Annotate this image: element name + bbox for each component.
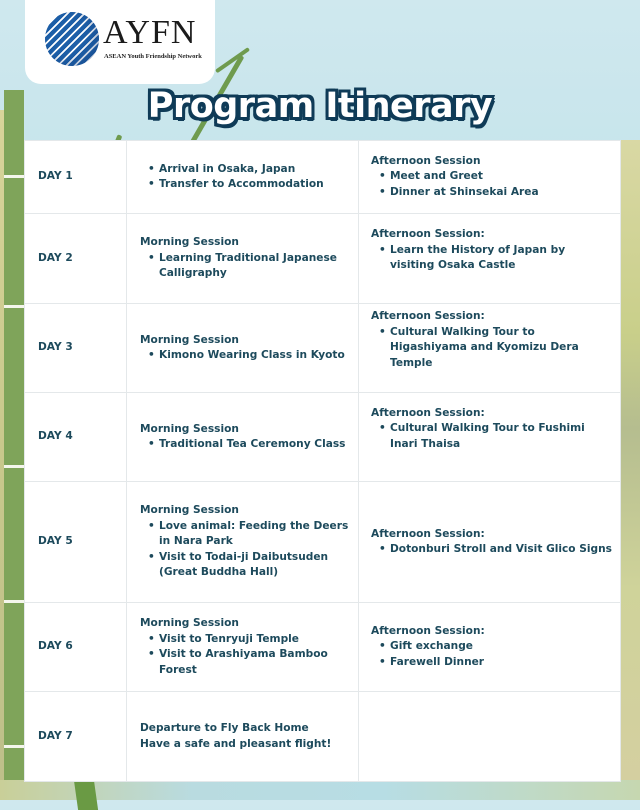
day-label-cell bbox=[25, 393, 127, 482]
activity-item: • Dotonburi Stroll and Visit Glico Signs bbox=[371, 542, 612, 558]
itinerary-row bbox=[25, 393, 621, 482]
activity-list bbox=[140, 251, 352, 282]
afternoon-session-heading: Afternoon Session: bbox=[371, 406, 485, 419]
day-label-cell bbox=[25, 482, 127, 603]
activity-item: • Gift exchange bbox=[371, 639, 612, 655]
itinerary-row bbox=[25, 482, 621, 603]
activity-list bbox=[371, 325, 612, 372]
morning-session-cell bbox=[127, 304, 359, 393]
activity-item: • Meet and Greet bbox=[371, 169, 612, 185]
logo-wordmark: AYFN bbox=[103, 14, 197, 51]
afternoon-session-cell bbox=[359, 603, 621, 692]
activity-list bbox=[371, 421, 612, 452]
morning-session-cell bbox=[127, 482, 359, 603]
afternoon-session-heading: Afternoon Session: bbox=[371, 310, 485, 322]
morning-session-cell bbox=[127, 603, 359, 692]
activity-list bbox=[371, 639, 612, 670]
morning-session-heading: Morning Session bbox=[140, 422, 239, 435]
itinerary-table bbox=[24, 140, 621, 782]
morning-session-cell bbox=[127, 692, 359, 782]
activity-list bbox=[371, 169, 612, 200]
activity-list bbox=[140, 632, 352, 679]
afternoon-session-heading: Afternoon Session: bbox=[371, 228, 485, 241]
activity-item: • Learn the History of Japan by visiting Osaka Castle bbox=[371, 243, 612, 274]
activity-item: • Kimono Wearing Class in Kyoto bbox=[140, 348, 352, 364]
day-label: DAY 5 bbox=[38, 535, 73, 548]
day-label: DAY 1 bbox=[38, 170, 73, 183]
itinerary-row bbox=[25, 304, 621, 393]
morning-session-cell bbox=[127, 393, 359, 482]
logo-card bbox=[25, 0, 215, 84]
day-label: DAY 6 bbox=[38, 640, 73, 653]
activity-list bbox=[140, 519, 352, 581]
departure-note: Have a safe and pleasant flight! bbox=[140, 737, 332, 750]
afternoon-session-heading: Afternoon Session: bbox=[371, 624, 485, 637]
bamboo-stalk-decoration bbox=[4, 90, 24, 800]
bamboo-stalk-decoration bbox=[74, 780, 98, 810]
afternoon-session-cell bbox=[359, 141, 621, 214]
page-title: Program Itinerary bbox=[147, 86, 493, 126]
afternoon-session-cell bbox=[359, 304, 621, 393]
logo-tagline: ASEAN Youth Friendship Network bbox=[104, 53, 202, 60]
afternoon-session-heading: Afternoon Session: bbox=[371, 527, 485, 540]
day-label: DAY 2 bbox=[38, 251, 73, 264]
activity-item: • Cultural Walking Tour to Higashiyama and Kyomizu Dera Temple bbox=[371, 325, 612, 372]
activity-item: • Learning Traditional Japanese Calligraphy bbox=[140, 251, 352, 282]
afternoon-session-cell bbox=[359, 692, 621, 782]
day-label-cell bbox=[25, 692, 127, 782]
morning-session-cell bbox=[127, 214, 359, 304]
activity-item: • Visit to Todai-ji Daibutsuden (Great Buddha Hall) bbox=[140, 550, 352, 581]
activity-item: • Visit to Arashiyama Bamboo Forest bbox=[140, 647, 352, 678]
activity-list bbox=[371, 542, 612, 558]
activity-item: • Love animal: Feeding the Deers in Nara Park bbox=[140, 519, 352, 550]
departure-note: Departure to Fly Back Home bbox=[140, 722, 309, 734]
activity-list bbox=[140, 437, 352, 453]
afternoon-session-cell bbox=[359, 214, 621, 304]
day-label: DAY 7 bbox=[38, 729, 73, 742]
itinerary-row bbox=[25, 692, 621, 782]
background-trees-right bbox=[620, 140, 640, 780]
morning-session-heading: Morning Session bbox=[140, 333, 239, 346]
activity-item: • Dinner at Shinsekai Area bbox=[371, 185, 612, 201]
day-label: DAY 4 bbox=[38, 430, 73, 443]
itinerary-row bbox=[25, 603, 621, 692]
morning-session-cell bbox=[127, 141, 359, 214]
morning-session-heading: Morning Session bbox=[140, 504, 239, 517]
morning-session-heading: Morning Session bbox=[140, 617, 239, 629]
day-label-cell bbox=[25, 141, 127, 214]
activity-list bbox=[371, 243, 612, 274]
afternoon-session-cell bbox=[359, 482, 621, 603]
itinerary-row bbox=[25, 141, 621, 214]
globe-stripes-icon bbox=[45, 12, 99, 66]
morning-session-heading: Morning Session bbox=[140, 236, 239, 249]
activity-item: • Visit to Tenryuji Temple bbox=[140, 632, 352, 648]
activity-item: • Transfer to Accommodation bbox=[140, 177, 352, 193]
activity-item: • Cultural Walking Tour to Fushimi Inari Thaisa bbox=[371, 421, 612, 452]
activity-item: • Farewell Dinner bbox=[371, 655, 612, 671]
afternoon-session-cell bbox=[359, 393, 621, 482]
day-label: DAY 3 bbox=[38, 341, 73, 354]
day-label-cell bbox=[25, 304, 127, 393]
activity-item: • Arrival in Osaka, Japan bbox=[140, 162, 352, 178]
day-label-cell bbox=[25, 603, 127, 692]
afternoon-session-heading: Afternoon Session bbox=[371, 154, 481, 167]
activity-list bbox=[140, 162, 352, 193]
activity-list bbox=[140, 348, 352, 364]
day-label-cell bbox=[25, 214, 127, 304]
itinerary-row bbox=[25, 214, 621, 304]
activity-item: • Traditional Tea Ceremony Class bbox=[140, 437, 352, 453]
